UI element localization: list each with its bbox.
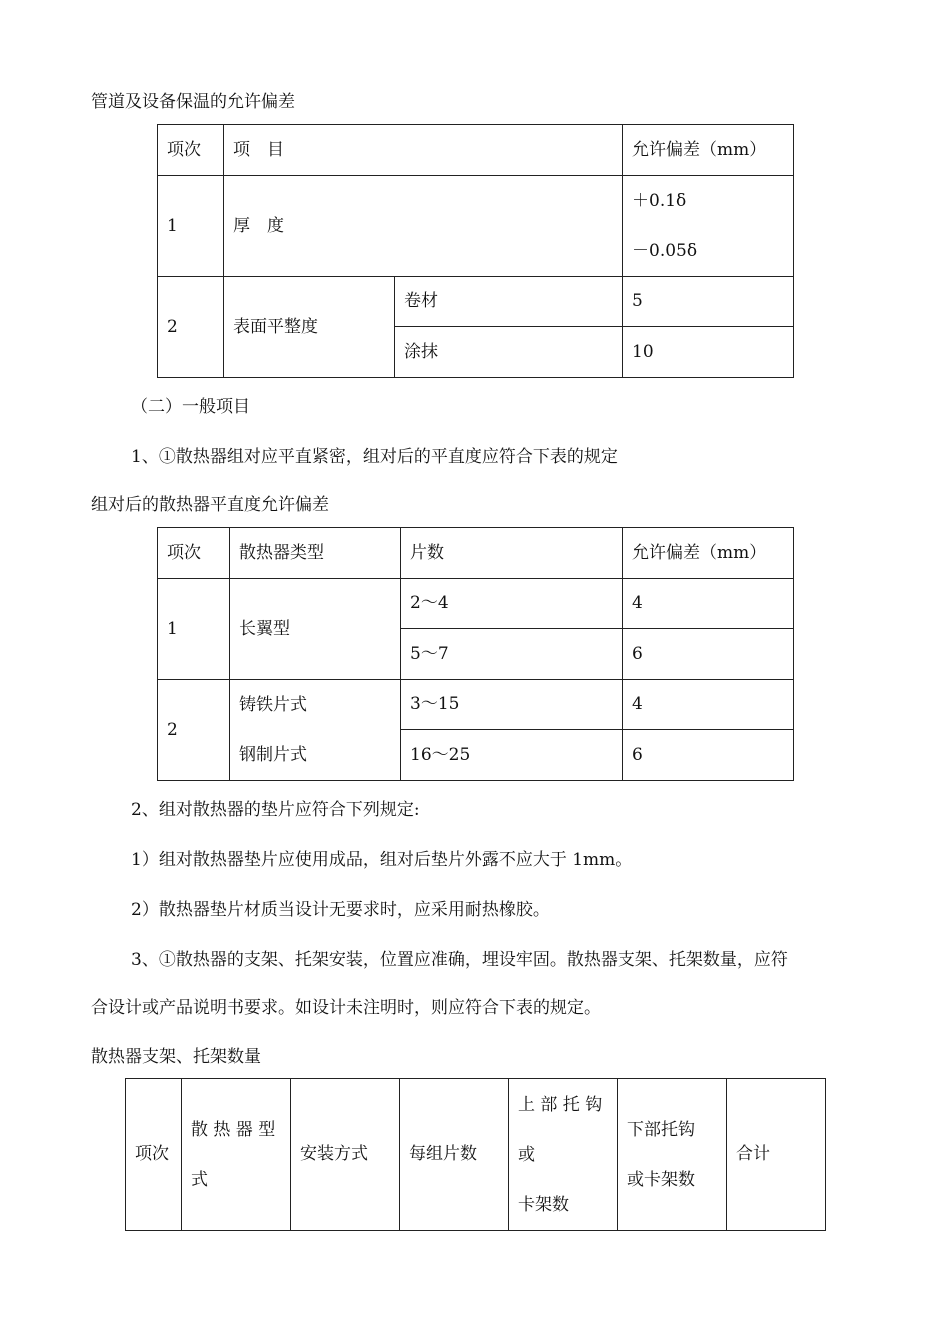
header-line: 下部托钩 <box>627 1119 695 1140</box>
table-radiator-flatness <box>157 527 794 781</box>
header-cell: 安装方式 <box>291 1079 400 1231</box>
header-cell: 片数 <box>401 528 623 579</box>
table2-caption: 组对后的散热器平直度允许偏差 <box>91 495 329 515</box>
paragraph: 1、①散热器组对应平直紧密，组对后的平直度应符合下表的规定 <box>131 447 618 467</box>
header-line: 式 <box>191 1169 208 1190</box>
header-line: 或 <box>518 1144 535 1165</box>
table-cell <box>623 176 794 277</box>
table3-caption: 散热器支架、托架数量 <box>91 1047 261 1067</box>
header-cell: 每组片数 <box>400 1079 509 1231</box>
header-line: 散 热 器 型 <box>191 1119 276 1140</box>
table-cell: 卷材 <box>395 277 623 327</box>
table-cell: 2～4 <box>401 579 623 629</box>
header-line: 或卡架数 <box>627 1169 695 1190</box>
tolerance-plus: ＋0.1δ <box>632 191 687 211</box>
table-cell: 4 <box>623 579 794 629</box>
table-cell: 3～15 <box>401 680 623 730</box>
radiator-type: 钢制片式 <box>239 745 307 765</box>
paragraph: 合设计或产品说明书要求。如设计未注明时，则应符合下表的规定。 <box>91 998 601 1018</box>
table-cell <box>230 680 401 781</box>
header-cell <box>182 1079 291 1231</box>
table-cell: 16～25 <box>401 730 623 781</box>
header-cell: 散热器类型 <box>230 528 401 579</box>
table-insulation-tolerance <box>157 124 794 378</box>
table-cell: 1 <box>158 579 230 680</box>
table-cell: 4 <box>623 680 794 730</box>
table-cell: 厚 度 <box>224 176 623 277</box>
header-cell: 项 目 <box>224 125 623 176</box>
table-cell: 表面平整度 <box>224 277 395 378</box>
header-cell: 项次 <box>158 528 230 579</box>
paragraph: 1）组对散热器垫片应使用成品，组对后垫片外露不应大于 1mm。 <box>131 850 633 870</box>
table-cell: 2 <box>158 277 224 378</box>
header-line: 上 部 托 钩 <box>518 1094 603 1115</box>
header-cell: 允许偏差（mm） <box>623 125 794 176</box>
header-cell <box>509 1079 618 1231</box>
header-cell: 项次 <box>158 125 224 176</box>
table-cell: 10 <box>623 327 794 378</box>
table-cell: 6 <box>623 730 794 781</box>
table-cell: 6 <box>623 629 794 680</box>
header-cell: 合计 <box>727 1079 826 1231</box>
table1-caption: 管道及设备保温的允许偏差 <box>91 92 295 112</box>
header-cell: 允许偏差（mm） <box>623 528 794 579</box>
radiator-type: 铸铁片式 <box>239 695 307 715</box>
table-cell: 涂抹 <box>395 327 623 378</box>
table-radiator-brackets <box>125 1078 826 1231</box>
section-heading: （二）一般项目 <box>131 397 250 417</box>
header-cell <box>618 1079 727 1231</box>
table-cell: 1 <box>158 176 224 277</box>
header-cell: 项次 <box>126 1079 182 1231</box>
tolerance-minus: －0.05δ <box>632 241 698 261</box>
paragraph: 3、①散热器的支架、托架安装，位置应准确，埋设牢固。散热器支架、托架数量，应符 <box>131 950 788 970</box>
table-cell: 5 <box>623 277 794 327</box>
paragraph: 2）散热器垫片材质当设计无要求时，应采用耐热橡胶。 <box>131 900 550 920</box>
header-line: 卡架数 <box>518 1194 569 1215</box>
table-cell: 2 <box>158 680 230 781</box>
table-cell: 长翼型 <box>230 579 401 680</box>
paragraph: 2、组对散热器的垫片应符合下列规定: <box>131 800 420 820</box>
table-cell: 5～7 <box>401 629 623 680</box>
